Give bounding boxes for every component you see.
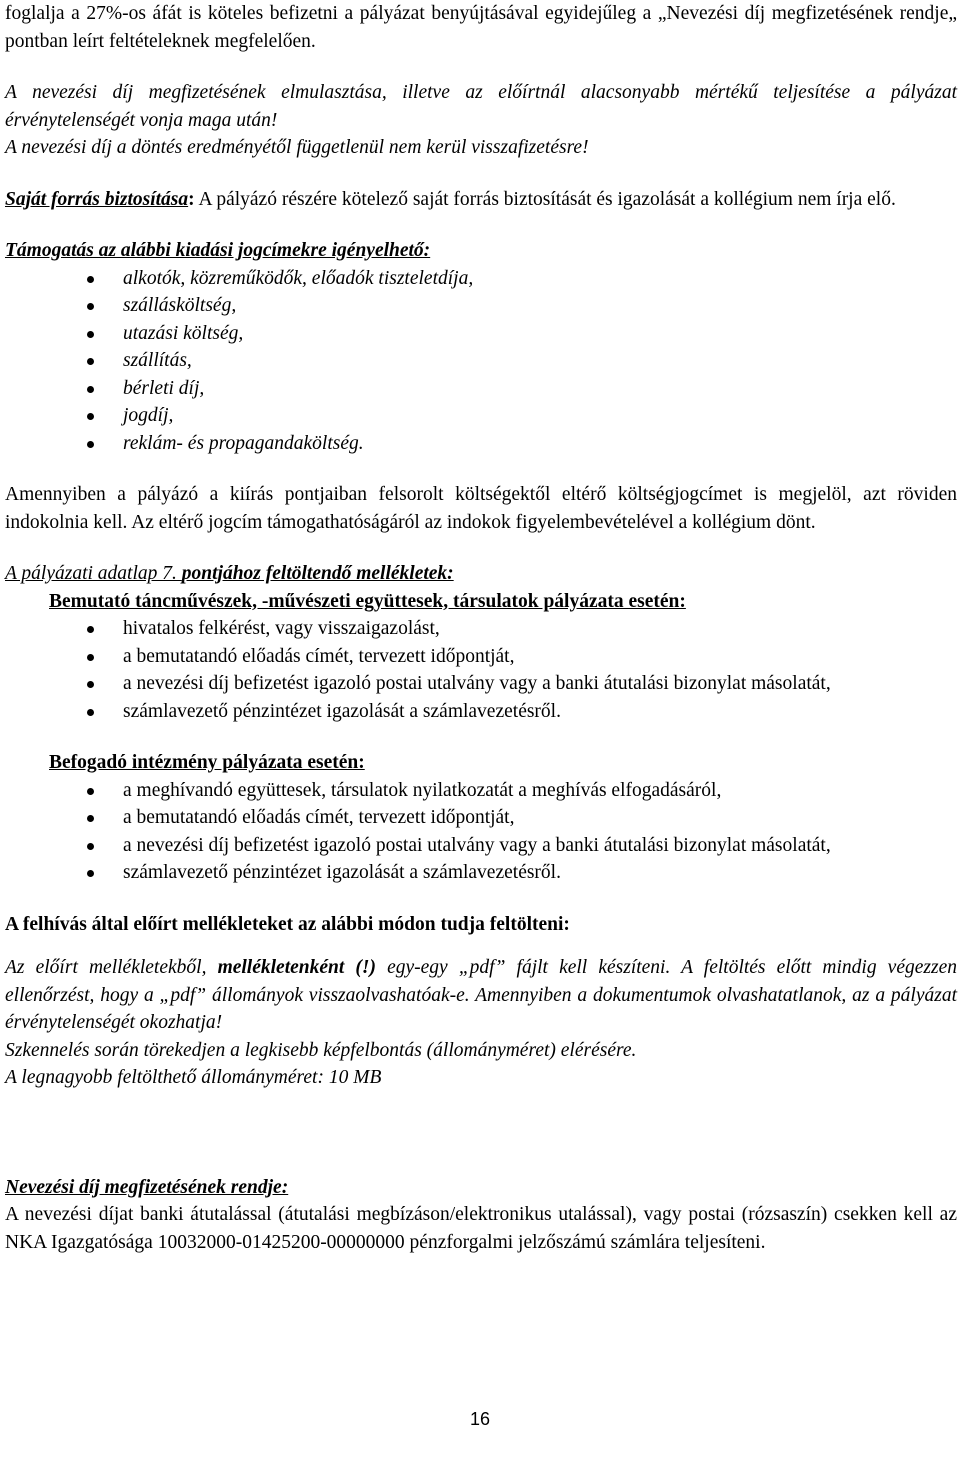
list-item: bérleti díj, xyxy=(5,375,957,403)
payment-order-heading: Nevezési díj megfizetésének rendje: xyxy=(5,1176,289,1198)
performer-attachments-list xyxy=(5,615,957,725)
upload-instructions-paragraph: Az előírt mellékletekből, mellékletenként (!) egy-egy „pdf” fájlt kell készíteni. A feltöltés előtt mindig végezzen ellenőrzést, hogy a „pdf” állományok visszaolvashatóak-e. Amennyiben a dokumentumok olvashatatlanok, az a pályázat érvénytelenségét okozhatja! xyxy=(5,957,957,1033)
intro-paragraph: foglalja a 27%-os áfát is köteles befizetni a pályázat benyújtásával egyidejűleg a „Nevezési díj megfizetésének rendje„ pontban leírt feltételeknek megfelelően. xyxy=(5,3,957,52)
eligible-costs-list xyxy=(5,265,957,458)
scan-resolution-note: Szkennelés során törekedjen a legkisebb képfelbontás (állományméret) elérésére. xyxy=(5,1039,637,1061)
own-resource-heading: Saját forrás biztosítása xyxy=(5,188,189,210)
list-item: számlavezető pénzintézet igazolását a számlavezetésről. xyxy=(5,698,957,726)
list-item: jogdíj, xyxy=(5,402,957,430)
list-item: szállásköltség, xyxy=(5,292,957,320)
eligible-costs-heading: Támogatás az alábbi kiadási jogcímekre igényelhető: xyxy=(5,240,431,261)
list-item: a meghívandó együttesek, társulatok nyilatkozatát a meghívás elfogadásáról, xyxy=(5,777,957,805)
own-resource-text: A pályázó részére kötelező saját forrás biztosítását és igazolását a kollégium nem írja elő. xyxy=(194,188,896,210)
page-number: 16 xyxy=(469,1409,491,1429)
host-section-heading: Befogadó intézmény pályázata esetén: xyxy=(49,752,365,773)
list-item: hivatalos felkérést, vagy visszaigazolást, xyxy=(5,615,957,643)
list-item: számlavezető pénzintézet igazolását a számlavezetésről. xyxy=(5,859,957,887)
list-item: alkotók, közreműködők, előadók tiszteletdíja, xyxy=(5,265,957,293)
list-item: szállítás, xyxy=(5,347,957,375)
warning-no-refund: A nevezési díj a döntés eredményétől függetlenül nem kerül visszafizetésre! xyxy=(5,137,589,158)
payment-order-text: A nevezési díjat banki átutalással (átutalási megbízáson/elektronikus utalással), vagy postai (rózsaszín) csekken kell az NKA Igazgatósága 10032000-01425200-00000000 pénzforgalmi jelzőszámú számlára teljesíteni. xyxy=(5,1204,957,1253)
list-item: a bemutatandó előadás címét, tervezett időpontját, xyxy=(5,643,957,671)
list-item: a nevezési díj befizetést igazoló postai utalvány vagy a banki átutalási bizonylat másolatát, xyxy=(5,832,957,860)
list-item: utazási költség, xyxy=(5,320,957,348)
own-resource-paragraph: Saját forrás biztosítása: A pályázó részére kötelező saját forrás biztosítását és igazolását a kollégium nem írja elő. xyxy=(5,188,896,210)
list-item: reklám- és propagandaköltség. xyxy=(5,430,957,458)
attachments-heading: A pályázati adatlap 7. pontjához feltöltendő mellékletek: xyxy=(5,563,454,584)
warning-late-payment: A nevezési díj megfizetésének elmulasztása, illetve az előírtnál alacsonyabb mértékű teljesítése a pályázat érvénytelenségét vonja maga után! xyxy=(5,82,957,131)
list-item: a nevezési díj befizetést igazoló postai utalvány vagy a banki átutalási bizonylat másolatát, xyxy=(5,670,957,698)
list-item: a bemutatandó előadás címét, tervezett időpontját, xyxy=(5,804,957,832)
different-cost-paragraph: Amennyiben a pályázó a kiírás pontjaiban felsorolt költségektől eltérő költségjogcímet is megjelöl, azt röviden indokolnia kell. Az eltérő jogcím támogathatóságáról az indokok figyelembevételével a kollégium dönt. xyxy=(5,484,957,533)
max-file-size-note: A legnagyobb feltölthető állományméret: 10 MB xyxy=(5,1067,382,1088)
host-attachments-list xyxy=(5,777,957,887)
performer-section-heading: Bemutató táncművészek, -művészeti együttesek, társulatok pályázata esetén: xyxy=(49,590,686,612)
document-page xyxy=(5,0,957,1256)
upload-instructions-heading: A felhívás által előírt mellékleteket az alábbi módon tudja feltölteni: xyxy=(5,913,570,935)
